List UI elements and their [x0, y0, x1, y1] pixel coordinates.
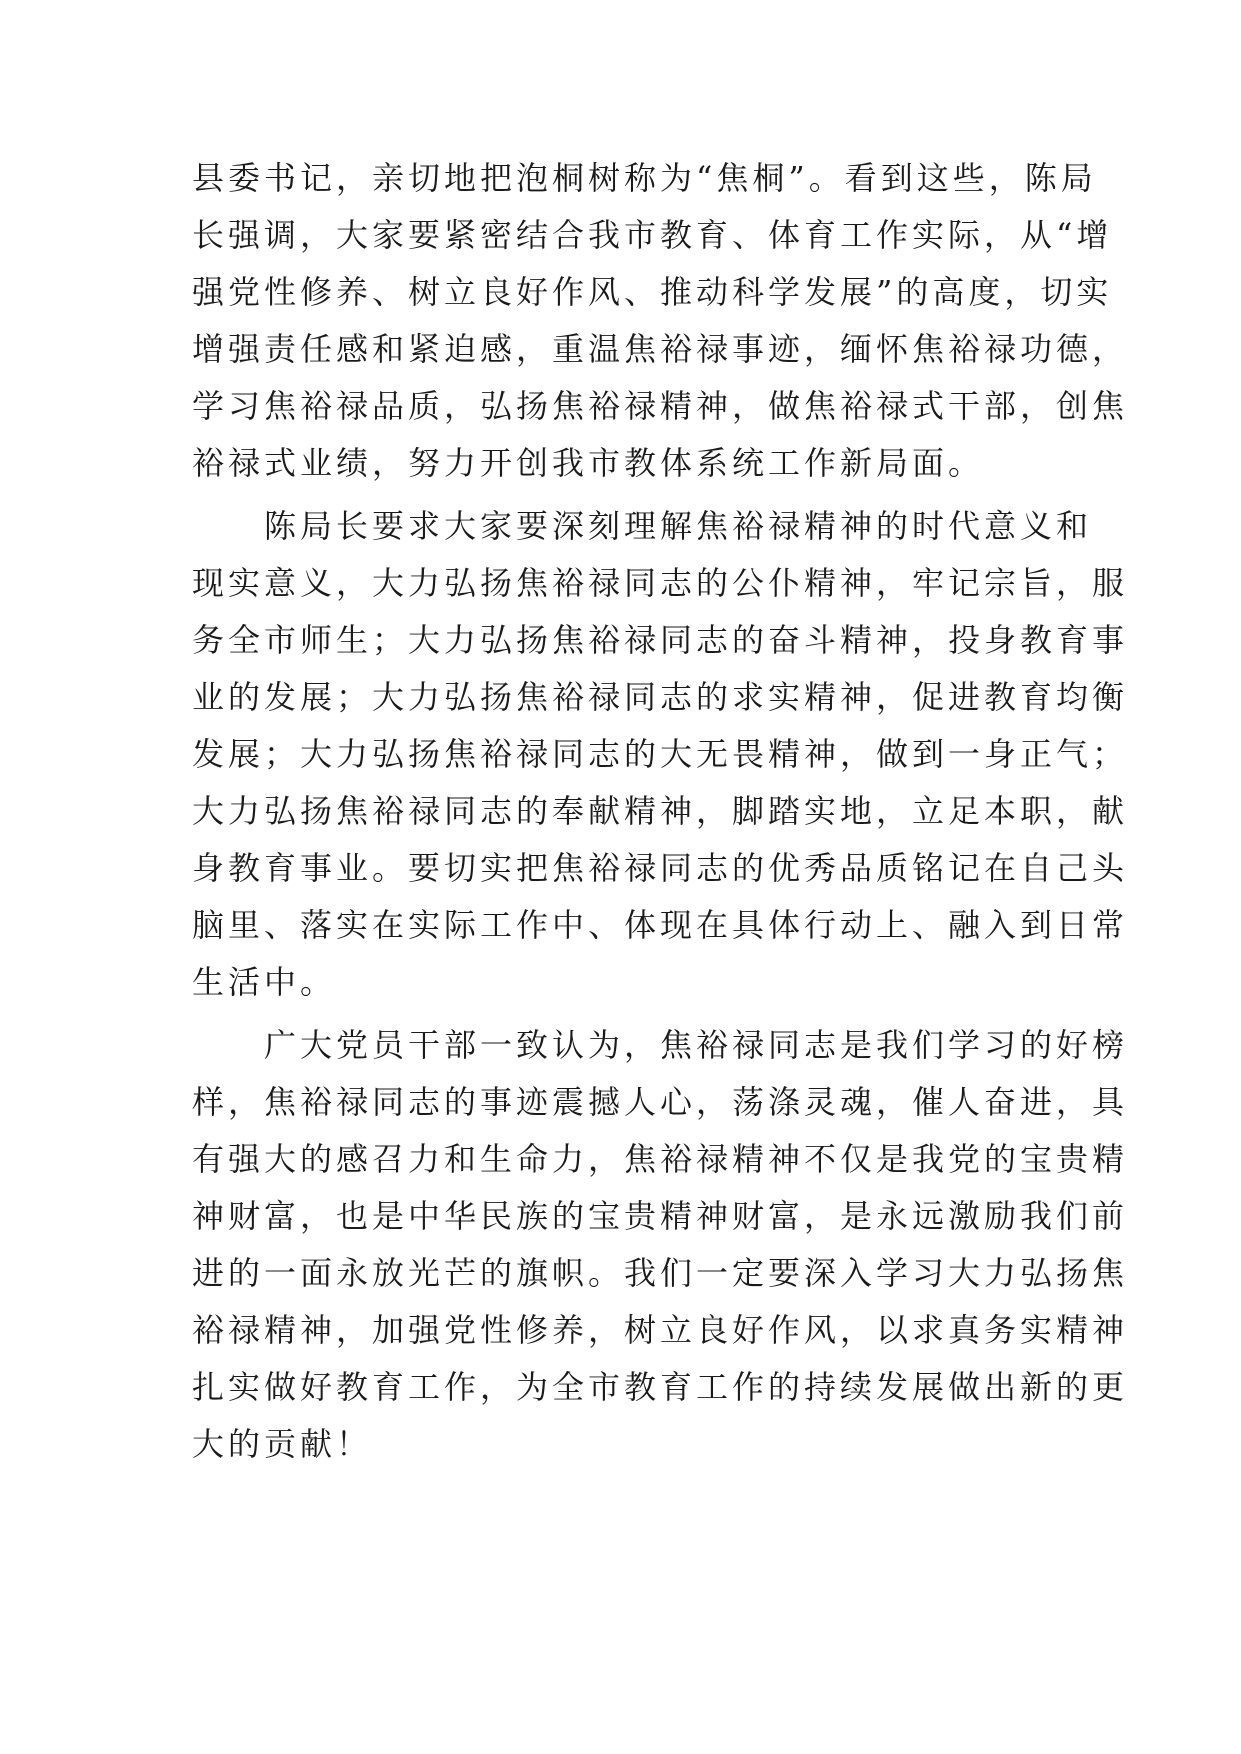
text-line: 进的一面永放光芒的旗帜。我们一定要深入学习大力弘扬焦	[192, 1254, 1129, 1292]
text-line: 增强责任感和紧迫感，重温焦裕禄事迹，缅怀焦裕禄功德，	[192, 330, 1129, 368]
paragraph-2	[192, 498, 1129, 1011]
text-line: 发展；大力弘扬焦裕禄同志的大无畏精神，做到一身正气；	[192, 735, 1129, 773]
document-body	[192, 150, 1129, 1473]
text-line: 身教育事业。要切实把焦裕禄同志的优秀品质铭记在自己头	[192, 849, 1129, 887]
text-line: 陈局长要求大家要深刻理解焦裕禄精神的时代意义和	[192, 507, 1093, 545]
text-line: 长强调，大家要紧密结合我市教育、体育工作实际，从“增	[192, 216, 1113, 254]
text-line: 现实意义，大力弘扬焦裕禄同志的公仆精神，牢记宗旨，服	[192, 564, 1129, 602]
text-line: 广大党员干部一致认为，焦裕禄同志是我们学习的好榜	[192, 1026, 1129, 1064]
text-line: 裕禄精神，加强党性修养，树立良好作风，以求真务实精神	[192, 1311, 1129, 1349]
text-line: 脑里、落实在实际工作中、体现在具体行动上、融入到日常	[192, 906, 1129, 944]
text-line: 裕禄式业绩，努力开创我市教体系统工作新局面。	[192, 444, 985, 482]
text-line: 业的发展；大力弘扬焦裕禄同志的求实精神，促进教育均衡	[192, 678, 1129, 716]
text-line: 生活中。	[192, 963, 337, 1001]
text-line: 扎实做好教育工作，为全市教育工作的持续发展做出新的更	[192, 1368, 1129, 1406]
text-line: 大的贡献！	[192, 1425, 373, 1463]
text-line: 神财富，也是中华民族的宝贵精神财富，是永远激励我们前	[192, 1197, 1129, 1235]
paragraph-3	[192, 1017, 1129, 1473]
text-line: 强党性修养、树立良好作风、推动科学发展”的高度，切实	[192, 273, 1113, 311]
text-line: 有强大的感召力和生命力，焦裕禄精神不仅是我党的宝贵精	[192, 1140, 1129, 1178]
text-line: 大力弘扬焦裕禄同志的奉献精神，脚踏实地，立足本职，献	[192, 792, 1129, 830]
text-line: 县委书记，亲切地把泡桐树称为“焦桐”。看到这些，陈局	[192, 159, 1097, 197]
text-line: 学习焦裕禄品质，弘扬焦裕禄精神，做焦裕禄式干部，创焦	[192, 387, 1129, 425]
paragraph-1	[192, 150, 1129, 492]
text-line: 样，焦裕禄同志的事迹震撼人心，荡涤灵魂，催人奋进，具	[192, 1083, 1129, 1121]
text-line: 务全市师生；大力弘扬焦裕禄同志的奋斗精神，投身教育事	[192, 621, 1129, 659]
